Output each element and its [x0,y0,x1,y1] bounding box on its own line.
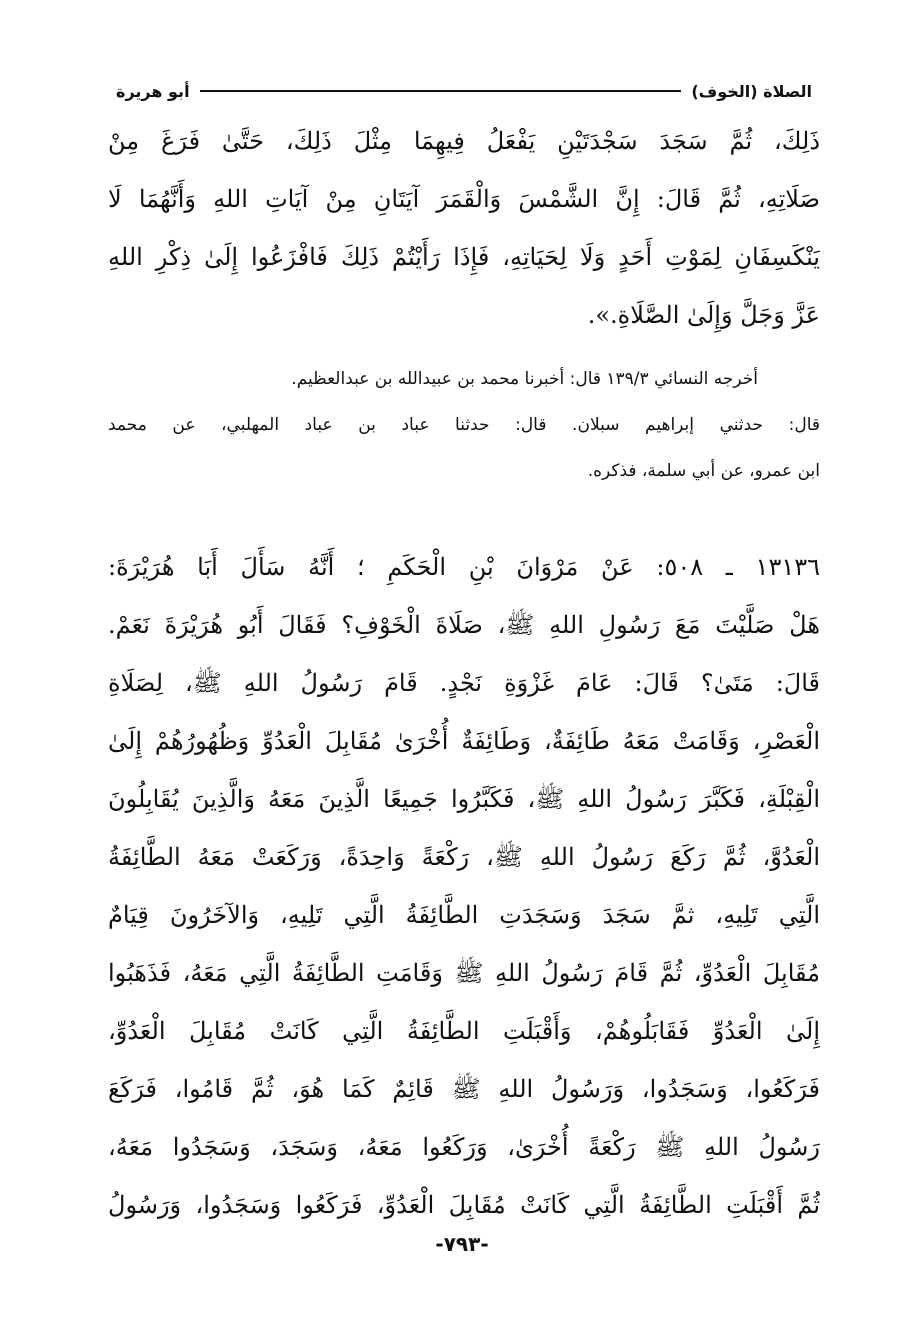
takhrij-line: ابن عمرو، عن أبي سلمة، فذكره. [587,461,820,481]
header-narrator-name: أبو هريرة [116,81,190,101]
running-header [116,76,812,106]
text-line: ثُمَّ أَقْبَلَتِ الطَّائِفَةُ الَّتِي كَانَتْ مُقَابِلَ الْعَدُوِّ، فَرَكَعُوا وَسَجَدُوا، وَرَسُولُ [108,1191,820,1219]
text-line: صَلَاتِهِ، ثُمَّ قَالَ: إِنَّ الشَّمْسَ وَالْقَمَرَ آيَتَانِ مِنْ آيَاتِ اللهِ وَأَنَّهُمَا لَا [108,185,820,213]
text-line: الَّتِي تَلِيهِ، ثمَّ سَجَدَ وَسَجَدَتِ الطَّائِفَةُ الَّتِي تَلِيهِ، وَالآخَرُونَ قِيَامٌ [108,901,820,929]
takhrij-note [108,356,820,494]
text-line: مُقَابِلَ الْعَدُوِّ، ثُمَّ قَامَ رَسُولُ اللهِ ﷺ وَقَامَتِ الطَّائِفَةُ الَّتِي مَعَهُ، فَذَهَبُوا [108,959,820,987]
hadith-heading-line: ١٣١٣٦ ـ ٥٠٨: عَنْ مَرْوَانَ بْنِ الْحَكَمِ ؛ أَنَّهُ سَأَلَ أَبَا هُرَيْرَةَ: [108,553,820,581]
header-rule [200,90,682,92]
text-line: رَسُولُ اللهِ ﷺ رَكْعَةً أُخْرَىٰ، وَرَكَعُوا مَعَهُ، وَسَجَدَ، وَسَجَدُوا مَعَهُ، [108,1133,820,1161]
text-line: فَرَكَعُوا، وَسَجَدُوا، وَرَسُولُ اللهِ ﷺ قَائِمٌ كَمَا هُوَ، ثُمَّ قَامُوا، فَرَكَعَ [108,1075,820,1103]
page-number: -٧٩٣- [435,1232,489,1256]
text-line: قَالَ: مَتَىٰ؟ قَالَ: عَامَ غَزْوَةِ نَجْدٍ. قَامَ رَسُولُ اللهِ ﷺ، لِصَلَاةِ [108,669,820,697]
header-chapter-title: الصلاة (الخوف) [691,81,812,101]
takhrij-line: أخرجه النسائي ١٣٩/٣ قال: أخبرنا محمد بن عبيدالله بن عبدالعظيم. [291,369,758,389]
hadith-13136 [108,538,820,1234]
text-line: الْعَدُوَّ، ثُمَّ رَكَعَ رَسُولُ اللهِ ﷺ، رَكْعَةً وَاحِدَةً، وَرَكَعَتْ مَعَهُ الطَّائِفَةُ [108,843,820,871]
text-line: يَنْكَسِفَانِ لِمَوْتِ أَحَدٍ وَلَا لِحَيَاتِهِ، فَإِذَا رَأَيْتُمْ ذَلِكَ فَافْزَعُوا إِلَىٰ ذِكْرِ اللهِ [108,243,820,271]
text-line: الْقِبْلَةِ، فَكَبَّرَ رَسُولُ اللهِ ﷺ، فَكَبَّرُوا جَمِيعًا الَّذِينَ مَعَهُ وَالَّذِينَ يُقَابِلُونَ [108,785,820,813]
takhrij-line: قال: حدثني إبراهيم سبلان. قال: حدثنا عباد بن عباد المهلبي، عن محمد [108,415,820,435]
text-line: ذَلِكَ، ثُمَّ سَجَدَ سَجْدَتَيْنِ يَفْعَلُ فِيهِمَا مِثْلَ ذَلِكَ، حَتَّىٰ فَرَغَ مِنْ [108,127,820,155]
text-line: إِلَىٰ الْعَدُوِّ فَقَابَلُوهُمْ، وَأَقْبَلَتِ الطَّائِفَةُ الَّتِي كَانَتْ مُقَابِلَ الْعَدُوِّ، [108,1017,820,1045]
text-line: هَلْ صَلَّيْتَ مَعَ رَسُولِ اللهِ ﷺ، صَلَاةَ الْخَوْفِ؟ فَقَالَ أَبُو هُرَيْرَةَ نَعَمْ. [108,611,820,639]
text-line: عَزَّ وَجَلَّ وَإِلَىٰ الصَّلَاةِ.». [587,301,820,329]
text-line: الْعَصْرِ، وَقَامَتْ مَعَهُ طَائِفَةٌ، وَطَائِفَةٌ أُخْرَىٰ مُقَابِلَ الْعَدُوِّ وَظُهُورُهُمْ إِلَىٰ [108,727,820,755]
previous-hadith-continuation [108,112,820,344]
